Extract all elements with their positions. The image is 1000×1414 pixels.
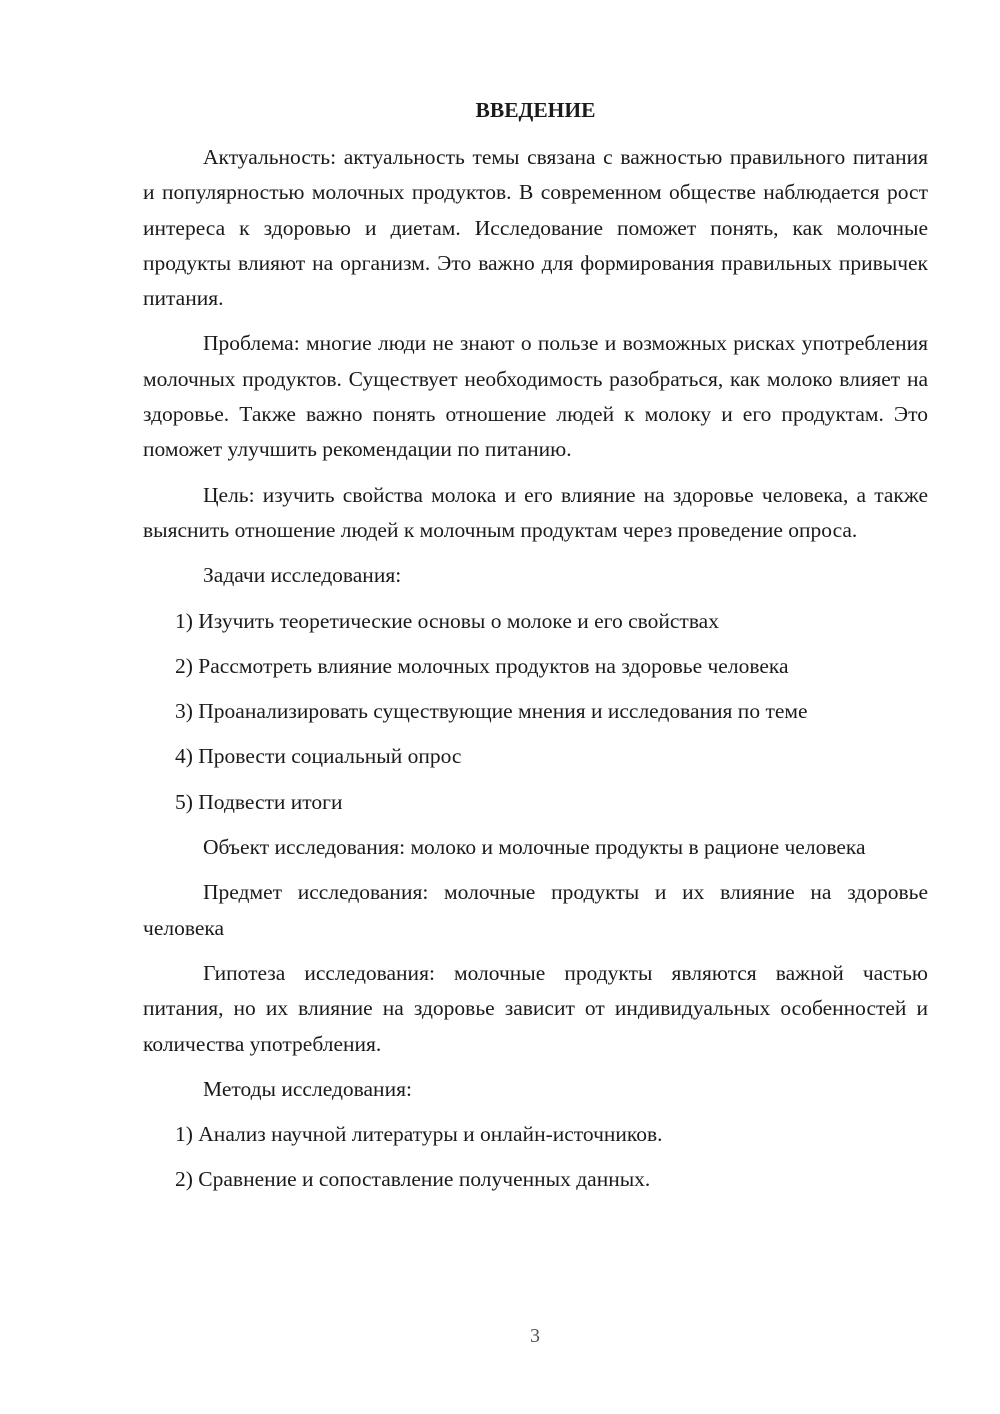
- list-item: 5) Подвести итоги: [175, 789, 343, 814]
- methods-list: [143, 1117, 928, 1198]
- methods-title: Методы исследования:: [203, 1076, 412, 1101]
- section-heading: ВВЕДЕНИЕ: [475, 98, 596, 122]
- list-item: 1) Анализ научной литературы и онлайн-источников.: [175, 1122, 663, 1147]
- list-item: 2) Сравнение и сопоставление полученных данных.: [175, 1167, 651, 1192]
- paragraph-object: Объект исследования: молоко и молочные продукты в рационе человека: [203, 835, 866, 860]
- paragraph-goal: Цель: изучить свойства молока и его влияние на здоровье человека, а также выяснить отношение людей к молочным продуктам через проведение опроса.: [143, 482, 928, 542]
- list-item: 3) Проанализировать существующие мнения и исследования по теме: [175, 699, 808, 724]
- paragraph-relevance: Актуальность: актуальность темы связана с важностью правильного питания и популярностью молочных продуктов. В современном обществе наблюдается рост интереса к здоровью и диетам. Исследование поможет понять, как молочные продукты влияют на организм. Это важно для формирования правильных привычек питания.: [143, 145, 928, 311]
- list-item: 4) Провести социальный опрос: [175, 744, 462, 769]
- page-number: 3: [530, 1325, 540, 1347]
- tasks-title: Задачи исследования:: [203, 563, 402, 588]
- paragraph-problem: Проблема: многие люди не знают о пользе и возможных рисках употребления молочных продуктов. Существует необходимость разобраться, как молоко влияет на здоровье. Также важно понять отношение людей к молоку и его продуктам. Это поможет улучшить рекомендации по питанию.: [143, 331, 928, 462]
- paragraph-hypothesis: Гипотеза исследования: молочные продукты являются важной частью питания, но их влияние на здоровье зависит от индивидуальных особенностей и количества употребления.: [143, 960, 928, 1056]
- list-item: 1) Изучить теоретические основы о молоке и его свойствах: [175, 608, 719, 633]
- document-page: [143, 92, 928, 1208]
- list-item: 2) Рассмотреть влияние молочных продуктов на здоровье человека: [175, 653, 789, 678]
- tasks-list: [143, 604, 928, 820]
- paragraph-subject: Предмет исследования: молочные продукты и их влияние на здоровье человека: [143, 880, 928, 940]
